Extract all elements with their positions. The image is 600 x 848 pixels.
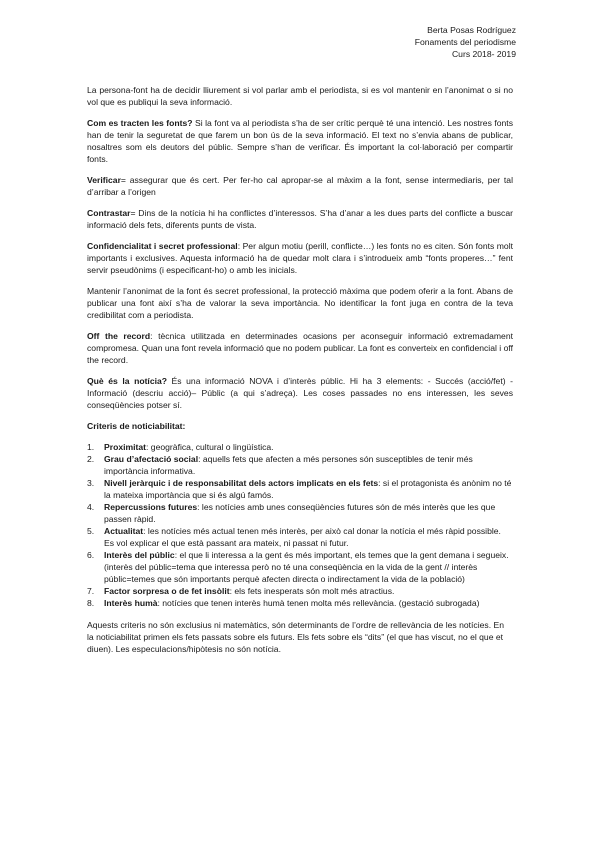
- subject-name: Fonaments del periodisme: [414, 37, 516, 47]
- list-item-text: [104, 525, 513, 549]
- verificar-text: = assegurar que és cert. Per fer-ho cal apropar-se al màxim a la font, sense intermediaris, per tal d’arribar a l’origen: [87, 175, 513, 197]
- list-item-title: Interès humà: [104, 598, 158, 608]
- contrastar-text: = Dins de la notícia hi ha conflictes d’interessos. S’ha d’anar a les dues parts del conflicte a buscar informació dels fets, diferents punts de vista.: [87, 208, 513, 230]
- list-item-number: 6.: [87, 550, 95, 560]
- confidencialitat-paragraph: [87, 240, 513, 276]
- noticia-paragraph: [87, 375, 513, 411]
- list-item: [87, 525, 513, 549]
- offrecord-paragraph: [87, 330, 513, 366]
- list-item-text: [104, 441, 513, 453]
- com-title: Com es tracten les fonts?: [87, 118, 193, 128]
- list-item-description: : notícies que tenen interès humà tenen molta més rellevància. (gestació subrogada): [157, 598, 480, 608]
- list-item: [87, 501, 513, 525]
- list-item-number: 3.: [87, 478, 95, 488]
- list-item: [87, 585, 513, 597]
- offrecord-title: Off the record: [87, 331, 151, 341]
- list-item-title: Factor sorpresa o de fet insòlit: [104, 586, 230, 596]
- list-item-description: : les notícies amb unes conseqüències futures són de més interès que les que passen ràpid.: [104, 502, 496, 524]
- list-item-description: : aquells fets que afecten a més persones són susceptibles de tenir més importància informativa.: [104, 454, 473, 476]
- list-item-number: 4.: [87, 502, 95, 512]
- list-item-text: [104, 453, 513, 477]
- list-item-text: [104, 585, 513, 597]
- com-paragraph: [87, 117, 513, 165]
- intro-paragraph: La persona-font ha de decidir lliurement si vol parlar amb el periodista, si es vol mantenir en l’anonimat o si no vol que es publiqui la seva informació.: [87, 85, 513, 107]
- list-item-description: : el que li interessa a la gent és més important, els temes que la gent demana i segueix. (interès del públic=tema que interessa però no té una conseqüència en la vida de la gent // interès públic=temes que són importants perquè afecten directa o indirectament la vida de la població): [104, 550, 509, 584]
- final-paragraph: Aquests criteris no són exclusius ni matemàtics, són determinants de l’ordre de rellevància de les notícies. En la noticiabilitat primen els fets passats sobre els futurs. Els fets sobre els “dits” (el que has viscut, no el que et diuen). Les especulacions/hipòtesis no són notícia.: [87, 620, 504, 654]
- list-item-text: [104, 597, 513, 609]
- list-item-title: Nivell jeràrquic i de responsabilitat dels actors implicats en els fets: [104, 478, 379, 488]
- list-item-description: : les notícies més actual tenen més interès, per això cal donar la notícia el més ràpid possible. Es vol explicar el que està passant ara mateix, ni passat ni futur.: [104, 526, 501, 548]
- list-item-title: Interès del públic: [104, 550, 175, 560]
- list-item-number: 7.: [87, 586, 95, 596]
- contrastar-title: Contrastar: [87, 208, 131, 218]
- offrecord-text: : tècnica utilitzada en determinades ocasions per aconseguir informació extremadament compromesa. Quan una font revela informació que no podem publicar. La font es converteix en confidencial i off the record.: [87, 331, 513, 365]
- list-item-number: 8.: [87, 598, 95, 608]
- list-item: [87, 549, 513, 585]
- list-item: [87, 441, 513, 453]
- noticia-title: Què és la notícia?: [87, 376, 168, 386]
- list-item-description: : geogràfica, cultural o lingüística.: [146, 442, 274, 452]
- list-item-number: 1.: [87, 442, 95, 452]
- list-item-number: 5.: [87, 526, 95, 536]
- list-item-description: : si el protagonista és anònim no té la mateixa importància que si és algú famós.: [104, 478, 512, 500]
- contrastar-paragraph: [87, 207, 513, 231]
- list-item-text: [104, 549, 513, 585]
- criteris-heading: Criteris de noticiabilitat:: [87, 421, 186, 431]
- confidencialitat-title: Confidencialitat i secret professional: [87, 241, 238, 251]
- verificar-title: Verificar: [87, 175, 121, 185]
- verificar-paragraph: [87, 174, 513, 198]
- page-header: [415, 24, 516, 60]
- list-item-title: Actualitat: [104, 526, 144, 536]
- list-item-title: Proximitat: [104, 442, 147, 452]
- document-body: [87, 84, 513, 664]
- list-item-title: Repercussions futures: [104, 502, 198, 512]
- criteris-list: [87, 441, 513, 609]
- list-item-text: [104, 501, 513, 525]
- anonimat-paragraph: Mantenir l’anonimat de la font és secret professional, la protecció màxima que podem oferir a la font. Abans de publicar una font així s’ha de valorar la seva importància. No identificar la font juga en contra de la teva credibilitat com a periodista.: [87, 286, 513, 320]
- list-item: [87, 453, 513, 477]
- author-name: Berta Posas Rodríguez: [427, 25, 516, 35]
- course-year: Curs 2018- 2019: [451, 49, 516, 59]
- list-item: [87, 597, 513, 609]
- list-item-number: 2.: [87, 454, 95, 464]
- list-item-description: : els fets inesperats són molt més atractius.: [229, 586, 395, 596]
- list-item-text: [104, 477, 513, 501]
- list-item: [87, 477, 513, 501]
- noticia-text: És una informació NOVA i d’interès públic. Hi ha 3 elements: - Succés (acció/fet) - Informació (descriu acció)– Públic (a qui s’adreça). Les coses passades no ens interessen, les seves conseqüències potser sí.: [87, 376, 513, 410]
- com-text: Si la font va al periodista s’ha de ser crític perquè té una intenció. Les nostres fonts han de tenir la seguretat de que farem un bon ús de la seva informació. El text no s’envia abans de publicar, nosaltres som els deutors del públic. Sempre s’han de verificar. És important la col·laboració per compartir fonts.: [87, 118, 513, 164]
- confidencialitat-text: : Per algun motiu (perill, conflicte…) les fonts no es citen. Són fonts molt importants i exclusives. Aquesta informació ha de quedar molt clara i s’introdueix amb “fonts properes…” fent servir pseudònims (i especificant-ho) o amb les inicials.: [87, 241, 514, 275]
- list-item-title: Grau d’afectació social: [104, 454, 199, 464]
